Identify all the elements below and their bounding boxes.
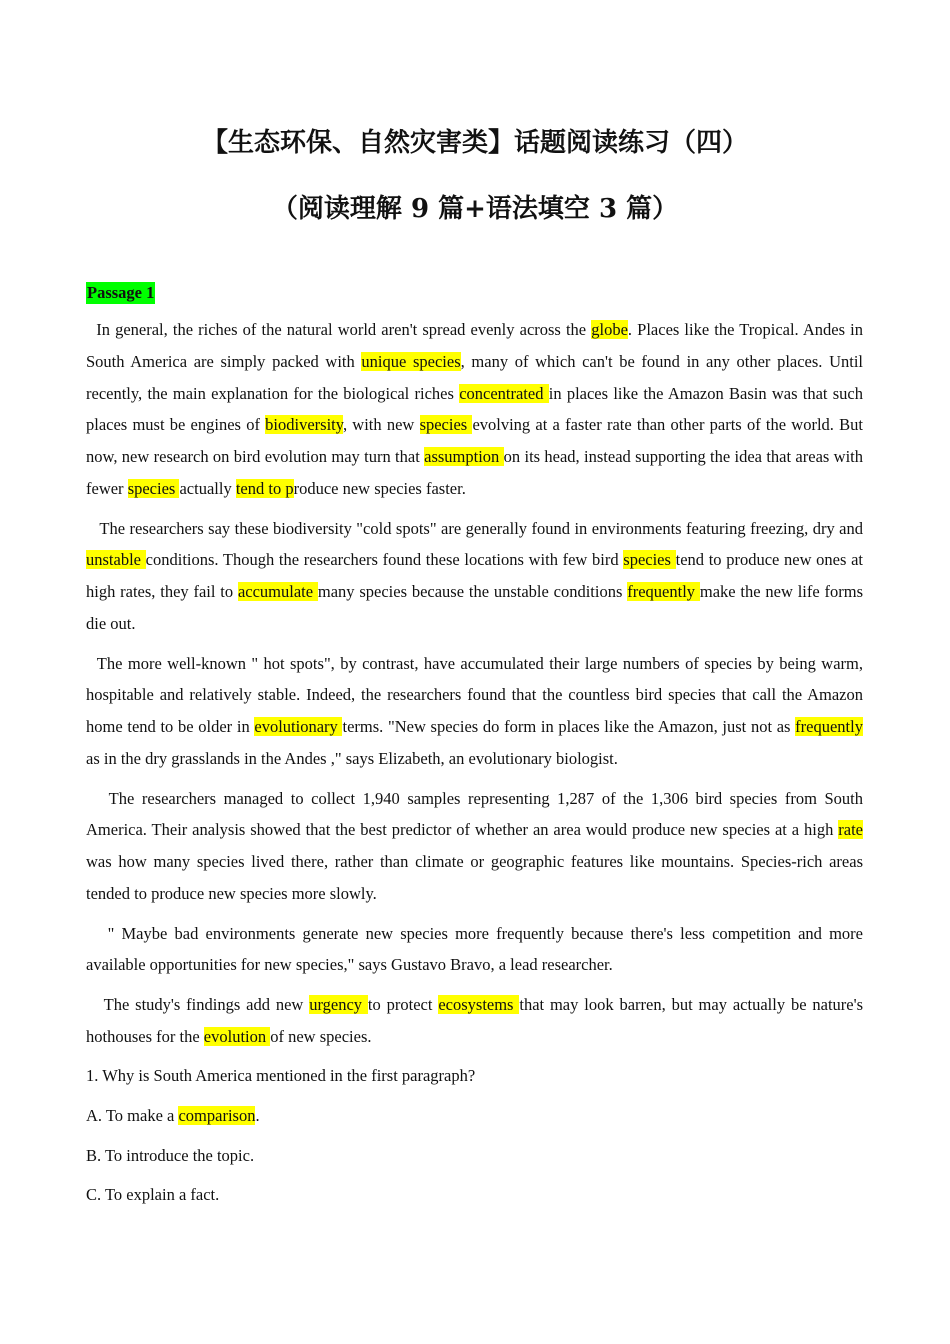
text-run: . Places like the Tropical. Andes in South America are simply packed with <box>86 320 863 371</box>
highlighted-term: species <box>419 415 473 435</box>
text-run: C. To explain a fact. <box>86 1185 220 1205</box>
highlighted-term: accumulate <box>237 582 318 602</box>
text-run: that may look barren, but may actually be nature's hothouses for the <box>86 994 864 1046</box>
highlighted-term: concentrated <box>459 383 549 403</box>
highlighted-term: tend to p <box>235 478 294 498</box>
text-run: to protect <box>367 994 439 1014</box>
highlighted-term: ecosystems <box>438 994 520 1014</box>
highlighted-term: unique species <box>361 351 461 371</box>
text-run: A. To make a <box>86 1105 179 1125</box>
text-run: in places like the Amazon Basin was that such places must be engines of <box>86 383 864 435</box>
passage-paragraph-1 <box>86 314 863 505</box>
document-subtitle: （阅读理解 9 篇+语法填空 3 篇） <box>271 194 679 224</box>
text-run: roduce new species faster. <box>293 478 466 498</box>
text-run: was how many species lived there, rather than climate or geographic features like mountains. Species-rich areas tended to produce new species more slowly. <box>86 852 863 903</box>
option-b <box>86 1140 863 1172</box>
passage-paragraph-4 <box>86 783 863 910</box>
text-run: The study's findings add new <box>86 994 310 1014</box>
highlighted-term: frequently <box>795 717 863 737</box>
text-run: , with new <box>342 415 420 435</box>
passage-paragraph-5 <box>86 918 863 982</box>
text-run: terms. "New species do form in places like the Amazon, just not as <box>342 717 796 737</box>
text-run: . <box>255 1105 260 1125</box>
text-run: as in the dry grasslands in the Andes ," says Elizabeth, an evolutionary biologist. <box>86 748 618 768</box>
text-run: In general, the riches of the natural world aren't spread evenly across the <box>86 320 592 339</box>
text-run: The researchers managed to collect 1,940 samples representing 1,287 of the 1,306 bird species from South America. Their analysis showed that the best predictor of whether an area would produce new species at a high <box>86 788 863 840</box>
highlighted-term: evolutionary <box>254 717 343 737</box>
text-run: The researchers say these biodiversity "cold spots" are generally found in environments featuring freezing, dry and <box>86 518 863 538</box>
highlighted-term: unstable <box>86 550 146 570</box>
text-run: of new species. <box>270 1026 372 1046</box>
text-run: , many of which can't be found in any other places. Until recently, the main explanation for the biological riches <box>86 351 863 403</box>
text-run: on its head, instead supporting the idea that areas with fewer <box>86 447 863 498</box>
passage-label: Passage 1 <box>87 283 155 302</box>
text-run: many species because the unstable conditions <box>317 582 628 602</box>
highlighted-term: evolution <box>203 1026 271 1046</box>
text-run: conditions. Though the researchers found these locations with few bird <box>145 550 624 570</box>
text-run: B. To introduce the topic. <box>86 1145 255 1165</box>
option-a <box>86 1100 863 1132</box>
text-run: evolving at a faster rate than other parts of the world. But now, new research on bird evolution may turn that <box>86 415 863 467</box>
text-run: actually <box>179 478 236 498</box>
passage-paragraph-6 <box>86 989 863 1053</box>
text-run: " Maybe bad environments generate new species more frequently because there's less competition and more available opportunities for new species," says Gustavo Bravo, a lead researcher. <box>86 923 863 975</box>
highlighted-term: species <box>623 550 676 570</box>
highlighted-term: comparison <box>178 1105 256 1125</box>
question-stem: 1. Why is South America mentioned in the first paragraph? <box>86 1066 476 1086</box>
highlighted-term: species <box>127 478 180 498</box>
passage-paragraph-2 <box>86 513 863 640</box>
highlighted-term: globe <box>591 320 628 339</box>
passage-body <box>86 314 863 1219</box>
highlighted-term: frequently <box>627 582 700 602</box>
text-run: The more well-known " hot spots", by contrast, have accumulated their large numbers of species by being warm, hospitable and relatively stable. Indeed, the researchers found that the countless bird species that call the Amazon home tend to be older in <box>86 653 863 737</box>
highlighted-term: rate <box>838 820 863 840</box>
text-run: tend to produce new ones at high rates, they fail to <box>86 550 863 602</box>
text-run: make the new life forms die out. <box>86 582 863 633</box>
highlighted-term: urgency <box>309 994 368 1014</box>
option-c <box>86 1179 863 1211</box>
passage-paragraph-3 <box>86 648 863 775</box>
document-title: 【生态环保、自然灾害类】话题阅读练习（四） <box>201 128 748 158</box>
highlighted-term: biodiversity <box>265 415 343 435</box>
highlighted-term: assumption <box>424 447 504 467</box>
